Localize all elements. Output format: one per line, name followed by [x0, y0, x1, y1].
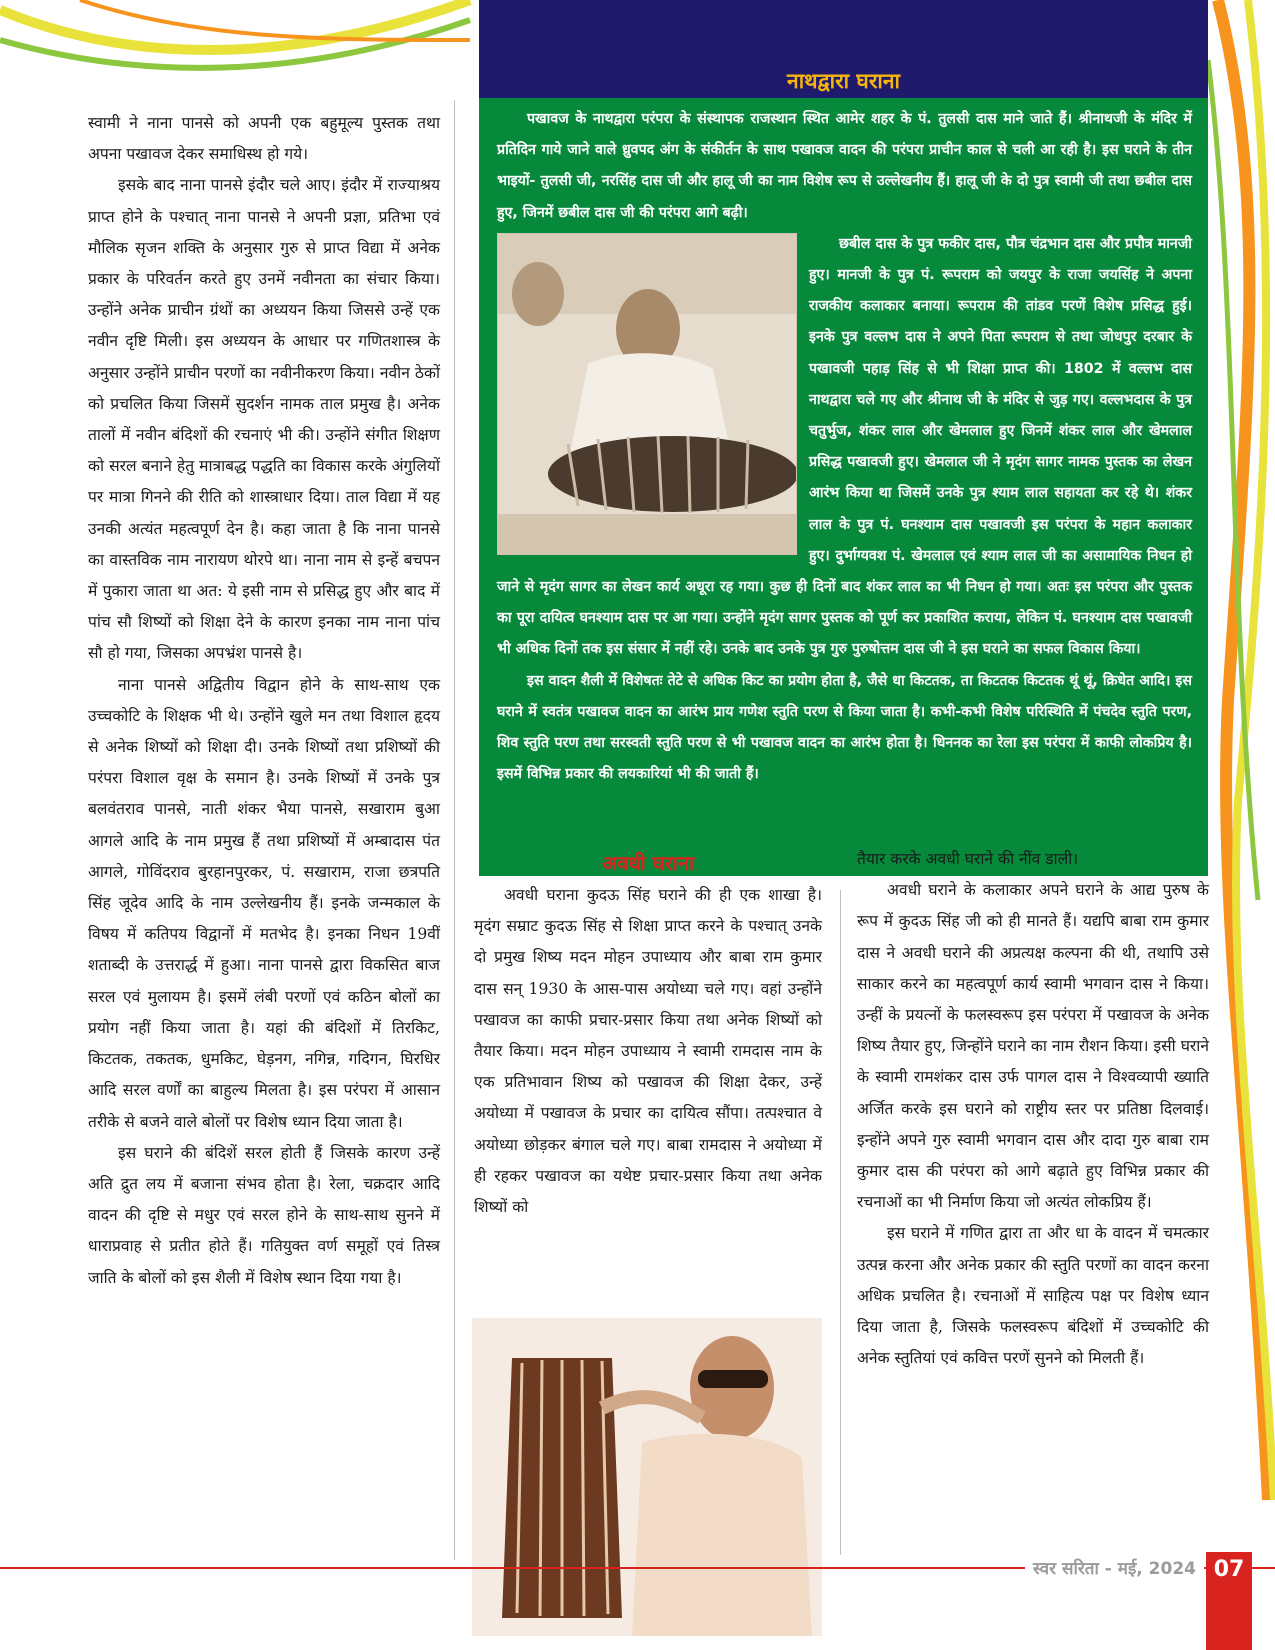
middle-column [474, 851, 822, 1223]
awadhi-paragraph-2: अवधी घराने के कलाकार अपने घराने के आद्य पुरुष के रूप में कुदऊ सिंह जी को ही मानते हैं। यद्यपि बाबा राम कुमार दास ने अवधी घराने की अप्रत्यक्ष कल्पना की थी, तथापि उसे साकार करने का महत्वपूर्ण कार्य स्वामी भगवान दास ने किया। उन्हीं के प्रयत्नों के फलस्वरूप इस परंपरा में पखावज के अनेक शिष्य तैयार हुए, जिन्होंने घराने का नाम रौशन किया। इसी घराने के स्वामी रामशंकर दास उर्फ पागल दास ने विश्वव्यापी ख्याति अर्जित करके इस घराने को राष्ट्रीय स्तर पर प्रतिष्ठा दिलवाई। इन्होंने अपने गुरु स्वामी भगवान दास और दादा गुरु बाबा राम कुमार दास की परंपरा को आगे बढ़ाते हुए विभिन्न प्रकार की रचनाओं का भी निर्माण किया जो अत्यंत लोकप्रिय हैं। [857, 881, 1209, 1212]
photo-pakhawaj-player-2 [472, 1318, 822, 1636]
left-paragraph-4: इस घराने की बंदिशें सरल होती हैं जिसके कारण उन्हें अति द्रुत लय में बजाना संभव होता है। रेला, चक्रदार आदि वादन की दृष्टि से मधुर एवं सरल होने के साथ-साथ सुनने में धाराप्रवाह से प्रतीत होते हैं। गतियुक्त वर्ण समूहों एवं तिस्त्र जाति के बोलों को इस शैली में विशेष स्थान दिया गया है। [88, 1143, 440, 1287]
nathdwara-paragraph-2: छबील दास के पुत्र फकीर दास, पौत्र चंद्रभान दास और प्रपौत्र मानजी हुए। मानजी के पुत्र पं. रूपराम को जयपुर के राजा जयसिंह ने अपना राजकीय कलाकार बनाया। रूपराम की तांडव परणें विशेष प्रसिद्ध हुई। इनके पुत्र वल्लभ दास ने अपने पिता रूपराम से तथा जोधपुर दरबार के पखावजी पहाड़ सिंह से भी शिक्षा प्राप्त की। 1802 में वल्लभ दास नाथद्वारा चले गए और श्रीनाथ जी के मंदिर से जुड़ गए। वल्लभदास के पुत्र चतुर्भुज, शंकर लाल और खेमलाल हुए जिनमें शंकर लाल और खेमलाल प्रसिद्ध पखावजी हुए। खेमलाल जी ने मृदंग सागर नामक पुस्तक का लेखन आरंभ किया था जिसमें उनके पुत्र श्याम लाल सहायता कर रहे थे। शंकर लाल के पुत्र पं. घनश्याम दास पखावजी इस परंपरा के महान कलाकार हुए। दुर्भाग्यवश पं. खेमलाल एवं श्याम लाल जी का असामायिक निधन हो जाने से मृदंग सागर का लेखन कार्य अधूरा रह गया। कुछ ही दिनों बाद शंकर लाल का भी निधन हो गया। अतः इस परंपरा और पुस्तक का पूरा दायित्व घनश्याम दास पर आ गया। उन्होंने मृदंग सागर पुस्तक को पूर्ण कर प्रकाशित कराया, लेकिन पं. घनश्याम दास पखावजी भी अधिक दिनों तक इस संसार में नहीं रहे। उनके बाद उनके पुत्र गुरु पुरुषोत्तम दास जी ने इस घराने का सफल विकास किया। [497, 235, 1192, 658]
awadhi-paragraph-1: अवधी घराना कुदऊ सिंह घराने की ही एक शाखा है। मृदंग सम्राट कुदऊ सिंह से शिक्षा प्राप्त करने के पश्चात् उनके दो प्रमुख शिष्य मदन मोहन उपाध्याय और बाबा राम कुमार दास सन् 1930 के आस-पास अयोध्या चले गए। वहां उन्होंने पखावज का काफी प्रचार-प्रसार किया तथा अनेक शिष्यों को तैयार किया। मदन मोहन उपाध्याय ने स्वामी रामदास नाम के एक प्रतिभावान शिष्य को पखावज की शिक्षा देकर, उन्हें अयोध्या में पखावज के प्रचार का दायित्व सौंपा। तत्पश्चात वे अयोध्या छोड़कर बंगाल चले गए। बाबा रामदास ने अयोध्या में ही रहकर पखावज का यथेष्ट प्रचार-प्रसार किया तथा अनेक शिष्यों को [474, 886, 822, 1217]
left-column [88, 108, 440, 1294]
awadhi-paragraph-3: इस घराने में गणित द्वारा ता और धा के वादन में चमत्कार उत्पन्न करना और अनेक प्रकार की स्तुति परणों का वादन करना अधिक प्रचलित है। रचनाओं में साहित्य पक्ष पर विशेष ध्यान दिया जाता है, जिसके फलस्वरूप बंदिशों में उच्चकोटि की अनेक स्तुतियां एवं कवित्त परणें सुनने को मिलती हैं। [857, 1224, 1209, 1368]
right-column [857, 844, 1209, 1374]
awadhi-continuation: तैयार करके अवधी घराने की नींव डाली। [857, 850, 1079, 868]
decorative-swoosh-right [1208, 0, 1275, 1520]
nathdwara-title: नाथद्वारा घराना [787, 69, 900, 93]
left-paragraph-3: नाना पानसे अद्वितीय विद्वान होने के साथ-साथ एक उच्चकोटि के शिक्षक भी थे। उन्होंने खुले मन तथा विशाल हृदय से अनेक शिष्यों को शिक्षा दी। उनके शिष्यों तथा प्रशिष्यों की परंपरा विशाल वृक्ष के समान है। उनके शिष्यों में उनके पुत्र बलवंतराव पानसे, नाती शंकर भैया पानसे, सखाराम बुआ आगले आदि के नाम प्रमुख हैं तथा प्रशिष्यों में अम्बादास पंत आगले, गोविंदराव बुरहानपुरकर, पं. सखाराम, राजा छत्रपति सिंह जूदेव आदि के नाम उल्लेखनीय हैं। इनके जन्मकाल के विषय में कतिपय विद्वानों में मतभेद है। इनका निधन 19वीं शताब्दी के उत्तरार्द्ध में हुआ। नाना पानसे द्वारा विकसित बाज सरल एवं मुलायम है। इसमें लंबी परणों एवं कठिन बोलों का प्रयोग नहीं किया जाता है। यहां की बंदिशों में तिरकिट, किटतक, तकतक, धुमकिट, घेड़नग, नगिन्न, गदिगन, घिरधिर आदि सरल वर्णों का बाहुल्य मिलता है। इस परंपरा में आसान तरीके से बजने वाले बोलों पर विशेष ध्यान दिया जाता है। [88, 675, 440, 1131]
left-paragraph-1: स्वामी ने नाना पानसे को अपनी एक बहुमूल्य पुस्तक तथा अपना पखावज देकर समाधिस्थ हो गये। [88, 114, 440, 164]
footer-magazine-name: स्वर सरिता - मई, 2024 [1025, 1555, 1204, 1583]
column-divider-2 [840, 890, 841, 1555]
nathdwara-header-band [479, 0, 1208, 98]
nathdwara-box [479, 98, 1208, 876]
column-divider [454, 100, 455, 1560]
page-number: 07 [1206, 1552, 1252, 1650]
decorative-swoosh-left [0, 0, 480, 110]
awadhi-title: अवधी घराना [601, 851, 695, 875]
photo-pakhawaj-player-1 [497, 233, 797, 555]
nathdwara-paragraph-3: इस वादन शैली में विशेषतः तेटे से अधिक किट का प्रयोग होता है, जैसे धा किटतक, ता किटतक किटतक थूं थूं, क्रिधेत आदि। इस घराने में स्वतंत्र पखावज वादन का आरंभ प्राय गणेश स्तुति परण से किया जाता है। कभी-कभी विशेष परिस्थिति में पंचदेव स्तुति परण, शिव स्तुति परण तथा सरस्वती स्तुति परण से भी पखावज वादन का आरंभ होता है। धिननक का रेला इस परंपरा में काफी लोकप्रिय है। इसमें विभिन्न प्रकार की लयकारियां भी की जाती हैं। [497, 672, 1192, 783]
nathdwara-paragraph-1: पखावज के नाथद्वारा परंपरा के संस्थापक राजस्थान स्थित आमेर शहर के पं. तुलसी दास माने जाते हैं। श्रीनाथजी के मंदिर में प्रतिदिन गाये जाने वाले ध्रुवपद अंग के संकीर्तन के साथ पखावज वादन की परंपरा प्राचीन काल से चली आ रही है। इस घराने के तीन भाइयों- तुलसी जी, नरसिंह दास जी और हालू जी का नाम विशेष रूप से उल्लेखनीय हैं। हालू जी के दो पुत्र स्वामी जी तथा छबील दास हुए, जिनमें छबील दास जी की परंपरा आगे बढ़ी। [497, 111, 1192, 221]
left-paragraph-2: इसके बाद नाना पानसे इंदौर चले आए। इंदौर में राज्याश्रय प्राप्त होने के पश्चात् नाना पानसे ने अपनी प्रज्ञा, प्रतिभा एवं मौलिक सृजन शक्ति के अनुसार गुरु से प्राप्त विद्या में अनेक प्रकार के परिवर्तन करते हुए उनमें नवीनता का संचार किया। उन्होंने अनेक प्राचीन ग्रंथों का अध्ययन किया जिससे उन्हें एक नवीन दृष्टि मिली। इस अध्ययन के आधार पर गणितशास्त्र के अनुसार उन्होंने प्राचीन परणों का नवीनीकरण किया। नवीन ठेकों को प्रचलित किया जिसमें सुदर्शन नामक ताल प्रमुख है। अनेक तालों में नवीन बंदिशों की रचनाएं भी की। उन्होंने संगीत शिक्षण को सरल बनाने हेतु मात्राबद्ध पद्धति का विकास करके अंगुलियों पर मात्रा गिनने की रीति को शास्त्राधार दिया। ताल विद्या में यह उनकी अत्यंत महत्वपूर्ण देन है। कहा जाता है कि नाना पानसे का वास्तविक नाम नारायण थोरपे था। नाना नाम से इन्हें बचपन में पुकारा जाता था अत: ये इसी नाम से प्रसिद्ध हुए और बाद में पांच सौ शिष्यों को शिक्षा देने के कारण इनका नाम नाना पांच सौ हो गया, जिसका अपभ्रंश पानसे है। [88, 176, 440, 663]
